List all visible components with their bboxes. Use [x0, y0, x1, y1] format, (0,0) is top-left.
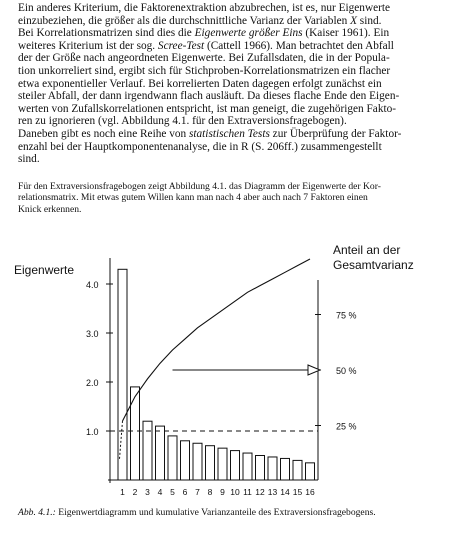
- text-line: tion unkorreliert sind, ergibt sich für Stichproben-Korrelationsmatrizen ein flacher: [18, 64, 391, 77]
- text-line: Bei Korrelationsmatrizen sind dies die Eigenwerte größer Eins (Kaiser 1961). Ein: [18, 27, 390, 40]
- x-tick-label: 15: [292, 487, 303, 497]
- y2-axis-title-line2: Gesamtvarianz: [333, 258, 414, 272]
- text-line: Ein anderes Kriterium, die Faktorenextraktion abzubrechen, ist es, nur Eigenwerte: [18, 2, 391, 14]
- text-line: Knick erkennen.: [18, 203, 82, 215]
- eigenvalue-bar: [193, 443, 202, 480]
- eigenvalue-bar: [181, 441, 190, 480]
- x-tick-label: 8: [207, 487, 213, 497]
- x-tick-label: 14: [280, 487, 290, 497]
- eigenvalue-bar: [131, 387, 140, 480]
- y2-tick-label: 50 %: [336, 366, 357, 376]
- eigenvalue-bar: [118, 269, 127, 480]
- x-tick-label: 7: [195, 487, 200, 497]
- cumulative-variance-curve: [123, 259, 311, 421]
- eigenvalue-bar: [281, 458, 290, 480]
- text-line: steiler Abfall, der dann irgendwann flach ausläuft. Da dieses flache Ende den Eigen-: [18, 90, 400, 103]
- eigenvalue-bar: [143, 421, 152, 480]
- eigenvalue-bar: [268, 457, 277, 480]
- text-line: Daneben gibt es noch eine Reihe von statistischen Tests zur Überprüfung der Faktor-: [18, 127, 402, 140]
- x-tick-label: 3: [145, 487, 150, 497]
- eigenvalue-bar: [206, 446, 215, 480]
- x-tick-label: 10: [230, 487, 240, 497]
- text-line: werten von Zufallskorrelationen entspricht, ist man geneigt, die zugehörigen Fakto-: [18, 102, 397, 115]
- eigenvalue-bar: [306, 463, 315, 480]
- x-tick-label: 16: [305, 487, 315, 497]
- x-tick-label: 5: [170, 487, 175, 497]
- italic-term: Abb. 4.1.:: [18, 507, 56, 518]
- x-tick-label: 9: [220, 487, 225, 497]
- x-tick-label: 11: [243, 487, 252, 497]
- x-tick-label: 2: [132, 487, 138, 497]
- y-tick-label: 1.0: [86, 427, 99, 437]
- y-tick-label: 4.0: [86, 280, 99, 290]
- x-tick-label: 6: [182, 487, 188, 497]
- y-tick-label: 3.0: [86, 329, 99, 339]
- text-line: der der Größe nach angeordneten Eigenwerte. Bei Zufallsdaten, die in der Popula-: [18, 52, 390, 65]
- text-line: Abb. 4.1.: Eigenwertdiagramm und kumulative Varianzanteile des Extraversionsfragebogens.: [18, 507, 376, 518]
- text-line: enzahl bei der Hauptkomponentenanalyse, die in R (S. 206ff.) zusammengestellt: [18, 140, 382, 153]
- y2-tick-labels: [315, 311, 357, 432]
- x-tick-labels: [120, 487, 315, 497]
- y2-tick-label: 75 %: [336, 310, 357, 321]
- text-line: relationsmatrix. Mit etwas gutem Willen kann man nach 4 aber auch nach 7 Faktoren einen: [18, 192, 368, 204]
- eigenvalue-bar: [231, 451, 240, 480]
- text-line: ren zu ignorieren (vgl. Abbildung 4.1. für den Extraversionsfragebogen).: [18, 115, 347, 128]
- x-tick-label: 13: [267, 487, 278, 497]
- x-tick-label: 1: [120, 487, 125, 497]
- y2-tick-label: 25 %: [336, 421, 357, 432]
- eigenvalue-bars: [118, 269, 315, 480]
- eigenvalue-bar: [256, 456, 265, 481]
- x-tick-label: 12: [255, 487, 265, 497]
- italic-term: X: [350, 14, 357, 27]
- x-tick-label: 4: [157, 487, 163, 497]
- italic-term: Scree-Test: [157, 39, 205, 52]
- y2-axis-title-line1: Anteil an der: [333, 243, 401, 257]
- eigenvalue-bar: [293, 460, 302, 480]
- text-line: weiteres Kriterium ist der sog. Scree-Test (Cattell 1966). Man betrachtet den Abfall: [18, 39, 394, 52]
- eigenvalue-bar: [168, 436, 177, 480]
- italic-term: statistischen Tests: [188, 127, 270, 140]
- italic-term: Eigenwerte größer Eins: [194, 27, 303, 40]
- figure-caption: [18, 507, 458, 518]
- y-axis-title: Eigenwerte: [14, 263, 75, 277]
- text-line: Für den Extraversionsfragebogen zeigt Abbildung 4.1. das Diagramm der Eigenwerte der Kor-: [18, 181, 381, 192]
- eigenvalue-bar: [243, 453, 252, 480]
- y-tick-label: 2.0: [86, 378, 99, 388]
- text-line: etwa exponentieller Verlauf. Bei korrelierten Daten dagegen erfolgt zunächst ein: [18, 77, 382, 90]
- eigenvalue-bar: [156, 426, 165, 480]
- text-line: sind.: [18, 153, 40, 166]
- eigenvalue-bar: [218, 448, 227, 480]
- y-tick-labels: [86, 280, 113, 437]
- text-line: einzubeziehen, die größer als die durchschnittliche Varianz der Variablen X sind.: [18, 14, 382, 27]
- chart-overlays: [110, 259, 320, 459]
